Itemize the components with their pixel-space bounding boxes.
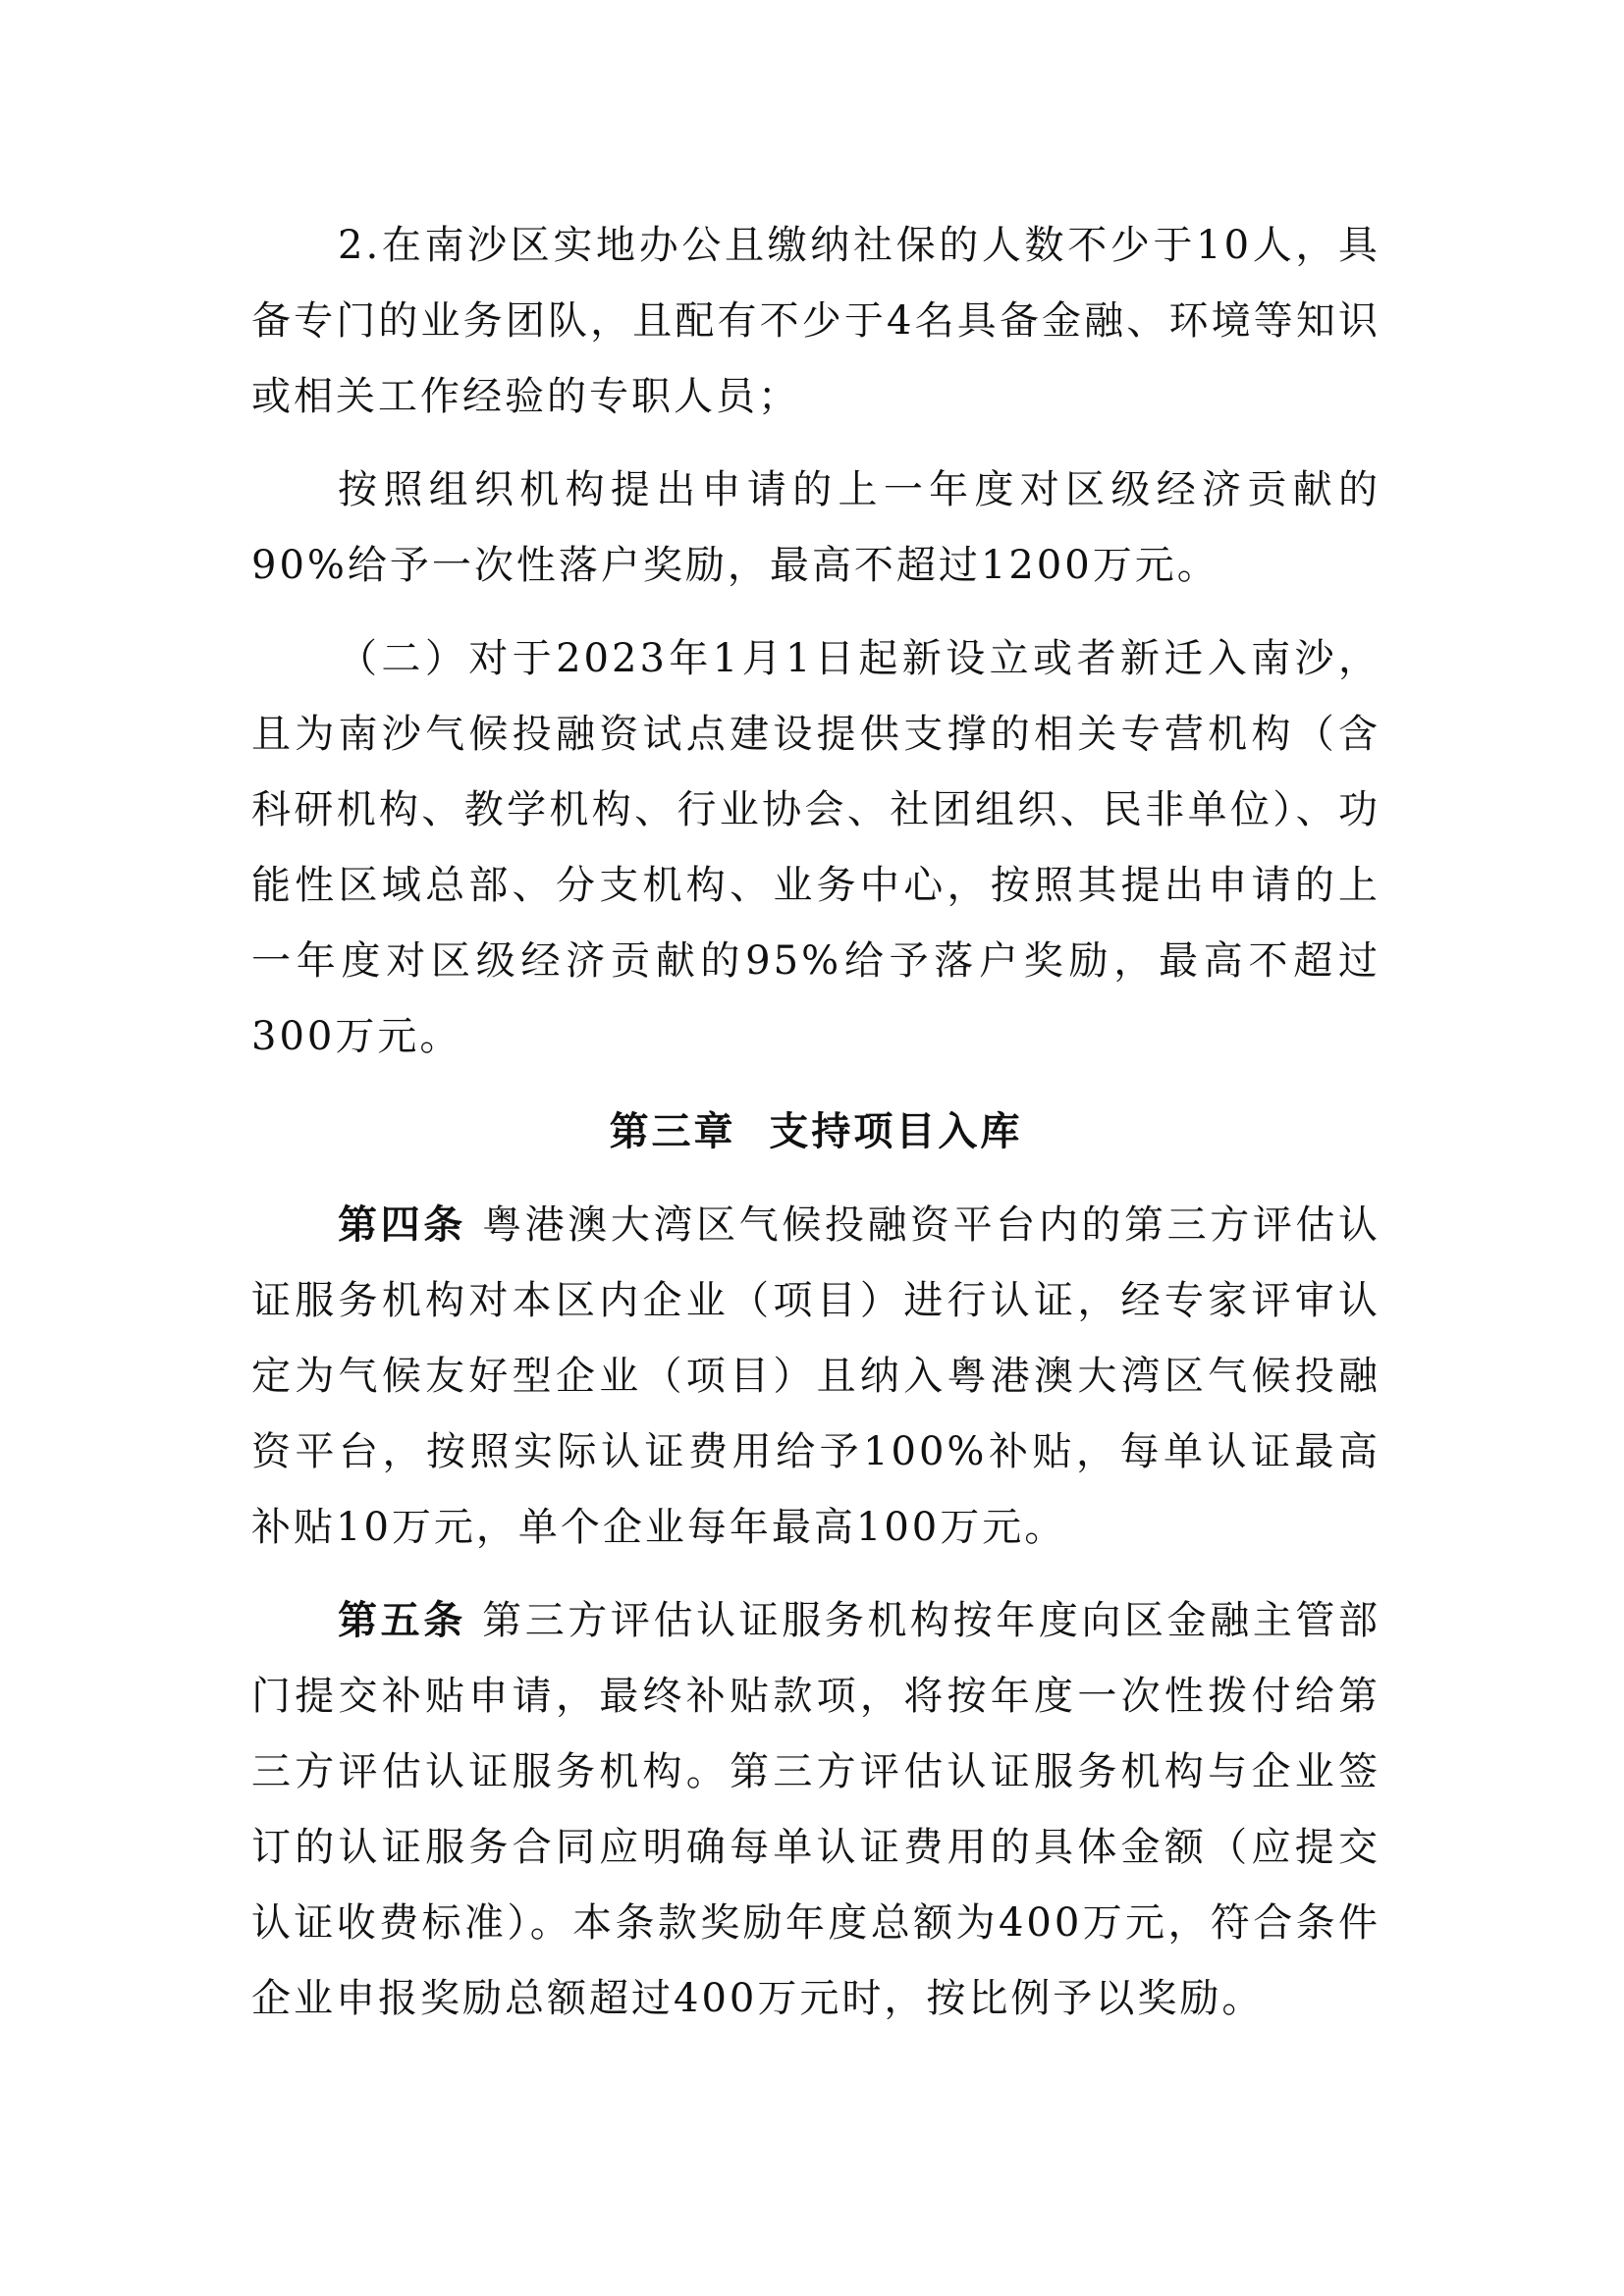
article-5-label: 第五条 (338, 1598, 466, 1643)
article-4 (251, 1188, 1380, 1566)
article-5 (251, 1583, 1380, 2037)
chapter-heading: 第三章 支持项目入库 (609, 1109, 1023, 1154)
article-5-text: 第三方评估认证服务机构按年度向区金融主管部门提交补贴申请，最终补贴款项，将按年度一次性拨付给第三方评估认证服务机构。第三方评估认证服务机构与企业签订的认证服务合同应明确每单认证费用的具体金额（应提交认证收费标准）。本条款奖励年度总额为400万元，符合条件企业申报奖励总额超过400万元时，按比例予以奖励。 (251, 1598, 1381, 2021)
article-4-label: 第四条 (338, 1202, 466, 1248)
paragraph-staff-requirement: 2.在南沙区实地办公且缴纳社保的人数不少于10人，具备专门的业务团队，且配有不少于4名具备金融、环境等知识或相关工作经验的专职人员； (251, 223, 1380, 419)
paragraph-new-institutions: （二）对于2023年1月1日起新设立或者新迁入南沙，且为南沙气候投融资试点建设提供支撑的相关专营机构（含科研机构、教学机构、行业协会、社团组织、民非单位）、功能性区域总部、分支机构、业务中心，按照其提出申请的上一年度对区级经济贡献的95%给予落户奖励，最高不超过300万元。 (251, 636, 1380, 1059)
document-page (251, 208, 1380, 2037)
paragraph-settlement-reward: 按照组织机构提出申请的上一年度对区级经济贡献的90%给予一次性落户奖励，最高不超过1200万元。 (251, 467, 1380, 588)
article-4-text: 粤港澳大湾区气候投融资平台内的第三方评估认证服务机构对本区内企业（项目）进行认证，经专家评审认定为气候友好型企业（项目）且纳入粤港澳大湾区气候投融资平台，按照实际认证费用给予100%补贴，每单认证最高补贴10万元，单个企业每年最高100万元。 (251, 1202, 1381, 1550)
